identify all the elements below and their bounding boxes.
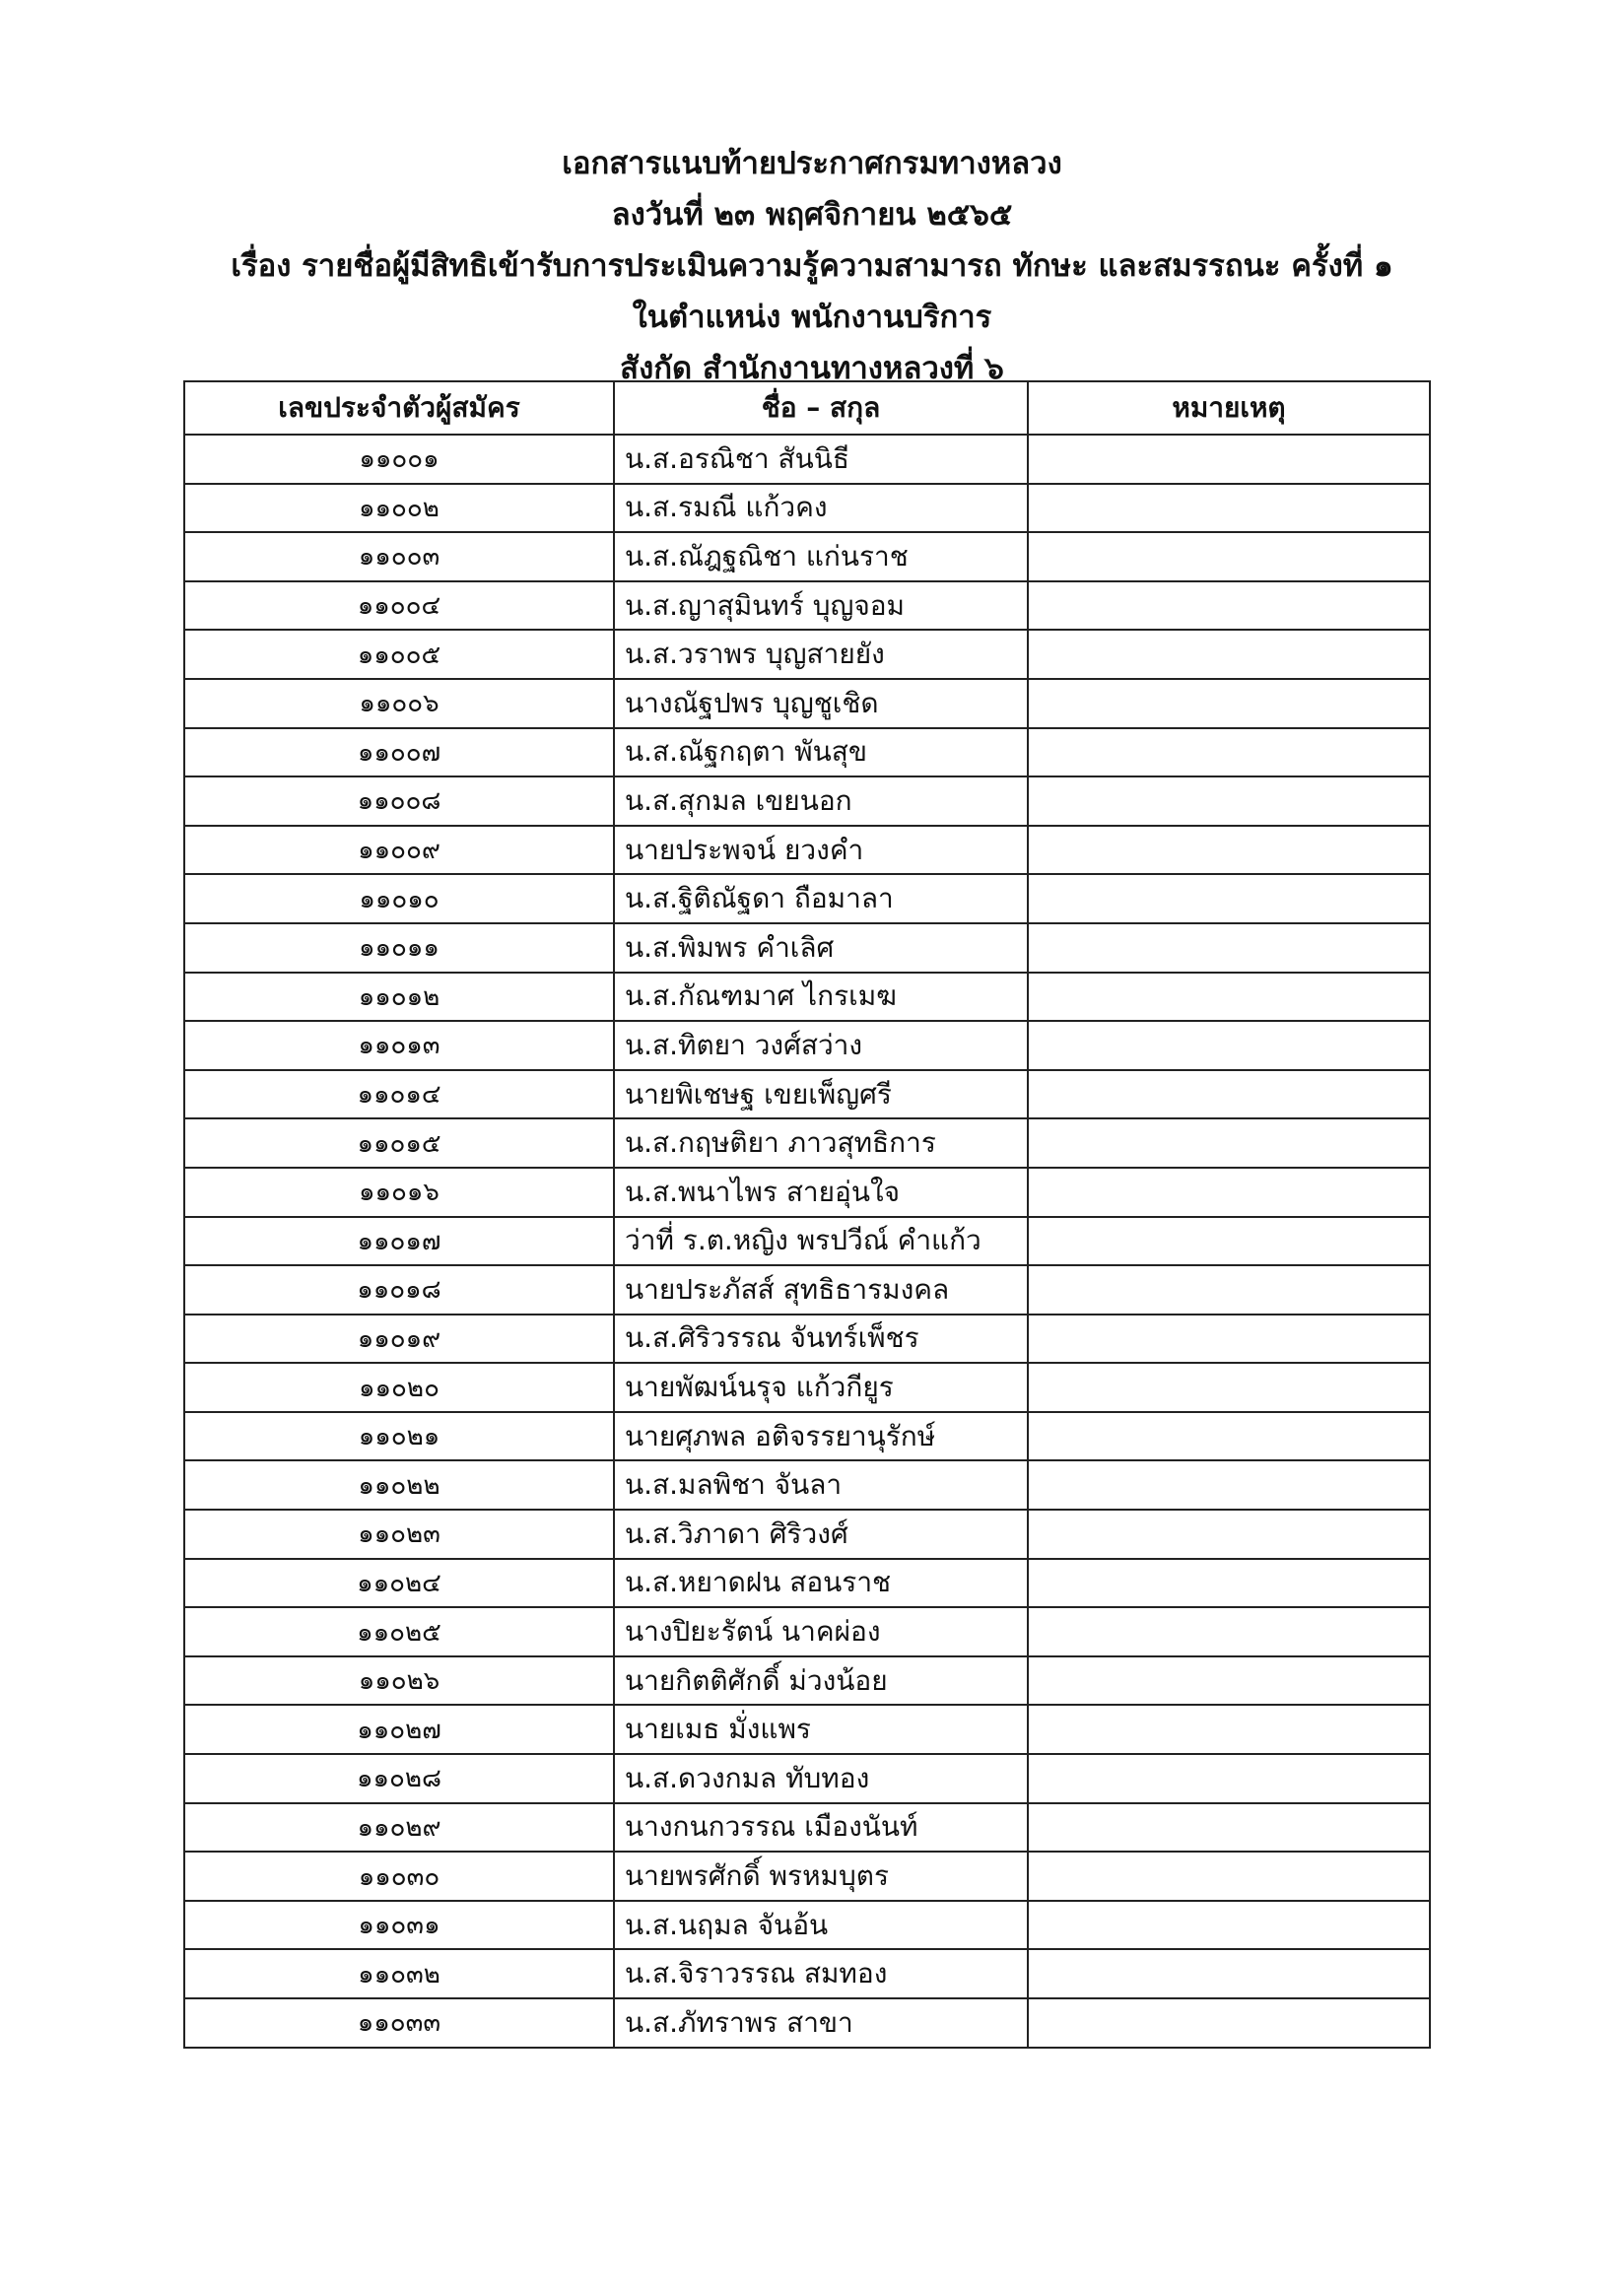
applicant-id-cell: ๑๑๐๑๔	[184, 1070, 614, 1119]
applicant-id-cell: ๑๑๐๒๖	[184, 1656, 614, 1706]
applicant-id-cell: ๑๑๐๐๖	[184, 679, 614, 728]
remarks-cell	[1028, 1607, 1430, 1656]
table-row	[184, 1510, 1430, 1559]
full-name-cell: น.ส.ณัฐกฤตา พันสุข	[614, 728, 1028, 777]
full-name-cell: นายกิตติศักดิ์ ม่วงน้อย	[614, 1656, 1028, 1706]
table-row	[184, 679, 1430, 728]
remarks-cell	[1028, 1070, 1430, 1119]
table-row	[184, 1265, 1430, 1315]
full-name-cell: น.ส.นฤมล จันอ้น	[614, 1901, 1028, 1950]
remarks-cell	[1028, 1118, 1430, 1168]
table-row	[184, 1168, 1430, 1217]
remarks-cell	[1028, 776, 1430, 826]
table-row	[184, 581, 1430, 631]
full-name-cell: นายประภัสส์ สุทธิธารมงคล	[614, 1265, 1028, 1315]
remarks-cell	[1028, 1559, 1430, 1608]
remarks-cell	[1028, 1265, 1430, 1315]
applicant-id-cell: ๑๑๐๒๔	[184, 1559, 614, 1608]
remarks-cell	[1028, 1217, 1430, 1266]
remarks-cell	[1028, 581, 1430, 631]
table-row	[184, 1412, 1430, 1461]
remarks-cell	[1028, 923, 1430, 973]
table-row	[184, 532, 1430, 581]
full-name-cell: น.ส.ทิตยา วงศ์สว่าง	[614, 1021, 1028, 1070]
table-row	[184, 1217, 1430, 1266]
remarks-cell	[1028, 826, 1430, 875]
full-name-cell: น.ส.มลพิชา จันลา	[614, 1460, 1028, 1510]
full-name-cell: น.ส.ภัทราพร สาขา	[614, 1998, 1028, 2048]
applicant-id-cell: ๑๑๐๒๗	[184, 1705, 614, 1754]
remarks-cell	[1028, 435, 1430, 484]
applicant-table	[183, 380, 1431, 2049]
table-header-row	[184, 381, 1430, 435]
document-header	[0, 138, 1624, 394]
applicant-id-cell: ๑๑๐๐๕	[184, 630, 614, 679]
applicant-id-cell: ๑๑๐๑๕	[184, 1118, 614, 1168]
full-name-cell: นายเมธ มั่งแพร	[614, 1705, 1028, 1754]
remarks-cell	[1028, 1460, 1430, 1510]
table-row	[184, 1998, 1430, 2048]
table-row	[184, 630, 1430, 679]
remarks-cell	[1028, 1510, 1430, 1559]
full-name-cell: นายศุภพล อติจรรยานุรักษ์	[614, 1412, 1028, 1461]
table-row	[184, 1901, 1430, 1950]
table-row	[184, 874, 1430, 923]
applicant-id-cell: ๑๑๐๑๙	[184, 1315, 614, 1364]
applicant-id-cell: ๑๑๐๒๑	[184, 1412, 614, 1461]
full-name-cell: น.ส.ฐิติณัฐดา ถือมาลา	[614, 874, 1028, 923]
full-name-cell: น.ส.กัณฑมาศ ไกรเมฆ	[614, 973, 1028, 1022]
full-name-cell: นางปิยะรัตน์ นาคผ่อง	[614, 1607, 1028, 1656]
applicant-id-cell: ๑๑๐๑๘	[184, 1265, 614, 1315]
applicant-id-cell: ๑๑๐๑๒	[184, 973, 614, 1022]
full-name-cell: น.ส.วราพร บุญสายยัง	[614, 630, 1028, 679]
table-row	[184, 1656, 1430, 1706]
applicant-id-cell: ๑๑๐๓๐	[184, 1852, 614, 1901]
remarks-cell	[1028, 1754, 1430, 1803]
applicant-id-cell: ๑๑๐๓๑	[184, 1901, 614, 1950]
applicant-id-cell: ๑๑๐๐๗	[184, 728, 614, 777]
full-name-cell: น.ส.อรณิชา สันนิธี	[614, 435, 1028, 484]
table-row	[184, 1021, 1430, 1070]
remarks-cell	[1028, 1412, 1430, 1461]
remarks-cell	[1028, 1852, 1430, 1901]
full-name-cell: นายประพจน์ ยวงคำ	[614, 826, 1028, 875]
header-position: ในตำแหน่ง พนักงานบริการ	[632, 300, 992, 335]
full-name-cell: ว่าที่ ร.ต.หญิง พรปวีณ์ คำแก้ว	[614, 1217, 1028, 1266]
applicant-id-cell: ๑๑๐๐๔	[184, 581, 614, 631]
table-body	[184, 435, 1430, 2048]
remarks-cell	[1028, 874, 1430, 923]
remarks-cell	[1028, 532, 1430, 581]
table-row	[184, 923, 1430, 973]
full-name-cell: น.ส.รมณี แก้วคง	[614, 484, 1028, 533]
remarks-cell	[1028, 1998, 1430, 2048]
table-row	[184, 1070, 1430, 1119]
full-name-cell: น.ส.ดวงกมล ทับทอง	[614, 1754, 1028, 1803]
full-name-cell: นางณัฐปพร บุญชูเชิด	[614, 679, 1028, 728]
full-name-cell: นางกนกวรรณ เมืองนันท์	[614, 1803, 1028, 1853]
table-row	[184, 484, 1430, 533]
full-name-cell: น.ส.ศิริวรรณ จันทร์เพ็ชร	[614, 1315, 1028, 1364]
table-row	[184, 1460, 1430, 1510]
table-row	[184, 1363, 1430, 1412]
remarks-cell	[1028, 1021, 1430, 1070]
applicant-id-cell: ๑๑๐๓๓	[184, 1998, 614, 2048]
full-name-cell: นายพัฒน์นรุจ แก้วกียูร	[614, 1363, 1028, 1412]
table-row	[184, 973, 1430, 1022]
table-row	[184, 1803, 1430, 1853]
applicant-id-cell: ๑๑๐๐๙	[184, 826, 614, 875]
remarks-cell	[1028, 484, 1430, 533]
full-name-cell: น.ส.หยาดฝน สอนราช	[614, 1559, 1028, 1608]
table-row	[184, 826, 1430, 875]
applicant-id-cell: ๑๑๐๑๖	[184, 1168, 614, 1217]
full-name-cell: น.ส.จิราวรรณ สมทอง	[614, 1949, 1028, 1998]
applicant-id-cell: ๑๑๐๐๓	[184, 532, 614, 581]
table-row	[184, 1705, 1430, 1754]
applicant-id-cell: ๑๑๐๑๐	[184, 874, 614, 923]
table-row	[184, 728, 1430, 777]
table-row	[184, 1118, 1430, 1168]
table-row	[184, 1315, 1430, 1364]
header-date: ลงวันที่ ๒๓ พฤศจิกายน ๒๕๖๕	[611, 197, 1013, 233]
table-row	[184, 776, 1430, 826]
table-row	[184, 1559, 1430, 1608]
column-header-remarks: หมายเหตุ	[1028, 381, 1430, 435]
column-header-applicant-id: เลขประจำตัวผู้สมัคร	[184, 381, 614, 435]
applicant-id-cell: ๑๑๐๒๘	[184, 1754, 614, 1803]
applicant-id-cell: ๑๑๐๐๑	[184, 435, 614, 484]
applicant-id-cell: ๑๑๐๒๙	[184, 1803, 614, 1853]
table-row	[184, 1949, 1430, 1998]
remarks-cell	[1028, 1656, 1430, 1706]
remarks-cell	[1028, 1901, 1430, 1950]
applicant-id-cell: ๑๑๐๒๐	[184, 1363, 614, 1412]
full-name-cell: น.ส.ญาสุมินทร์ บุญจอม	[614, 581, 1028, 631]
full-name-cell: นายพิเชษฐ เขยเพ็ญศรี	[614, 1070, 1028, 1119]
applicant-id-cell: ๑๑๐๒๒	[184, 1460, 614, 1510]
table-row	[184, 1607, 1430, 1656]
remarks-cell	[1028, 1168, 1430, 1217]
full-name-cell: น.ส.พนาไพร สายอุ่นใจ	[614, 1168, 1028, 1217]
remarks-cell	[1028, 1705, 1430, 1754]
remarks-cell	[1028, 1803, 1430, 1853]
remarks-cell	[1028, 679, 1430, 728]
remarks-cell	[1028, 1949, 1430, 1998]
remarks-cell	[1028, 1315, 1430, 1364]
applicant-id-cell: ๑๑๐๑๗	[184, 1217, 614, 1266]
applicant-id-cell: ๑๑๐๐๘	[184, 776, 614, 826]
full-name-cell: น.ส.กฤษติยา ภาวสุทธิการ	[614, 1118, 1028, 1168]
full-name-cell: นายพรศักดิ์ พรหมบุตร	[614, 1852, 1028, 1901]
applicant-id-cell: ๑๑๐๑๓	[184, 1021, 614, 1070]
column-header-full-name: ชื่อ – สกุล	[614, 381, 1028, 435]
table-row	[184, 1852, 1430, 1901]
applicant-id-cell: ๑๑๐๑๑	[184, 923, 614, 973]
remarks-cell	[1028, 973, 1430, 1022]
full-name-cell: น.ส.วิภาดา ศิริวงศ์	[614, 1510, 1028, 1559]
applicant-id-cell: ๑๑๐๒๕	[184, 1607, 614, 1656]
applicant-id-cell: ๑๑๐๐๒	[184, 484, 614, 533]
table-row	[184, 435, 1430, 484]
remarks-cell	[1028, 728, 1430, 777]
table-row	[184, 1754, 1430, 1803]
remarks-cell	[1028, 630, 1430, 679]
full-name-cell: น.ส.ณัฎฐณิชา แก่นราช	[614, 532, 1028, 581]
header-title: เอกสารแนบท้ายประกาศกรมทางหลวง	[562, 146, 1062, 181]
applicant-id-cell: ๑๑๐๓๒	[184, 1949, 614, 1998]
remarks-cell	[1028, 1363, 1430, 1412]
full-name-cell: น.ส.สุกมล เขยนอก	[614, 776, 1028, 826]
full-name-cell: น.ส.พิมพร คำเลิศ	[614, 923, 1028, 973]
header-affiliation: สังกัด สำนักงานทางหลวงที่ ๖	[620, 351, 1004, 386]
header-subject: เรื่อง รายชื่อผู้มีสิทธิเข้ารับการประเมินความรู้ความสามารถ ทักษะ และสมรรถนะ ครั้งที่ ๑	[231, 248, 1393, 284]
applicant-id-cell: ๑๑๐๒๓	[184, 1510, 614, 1559]
